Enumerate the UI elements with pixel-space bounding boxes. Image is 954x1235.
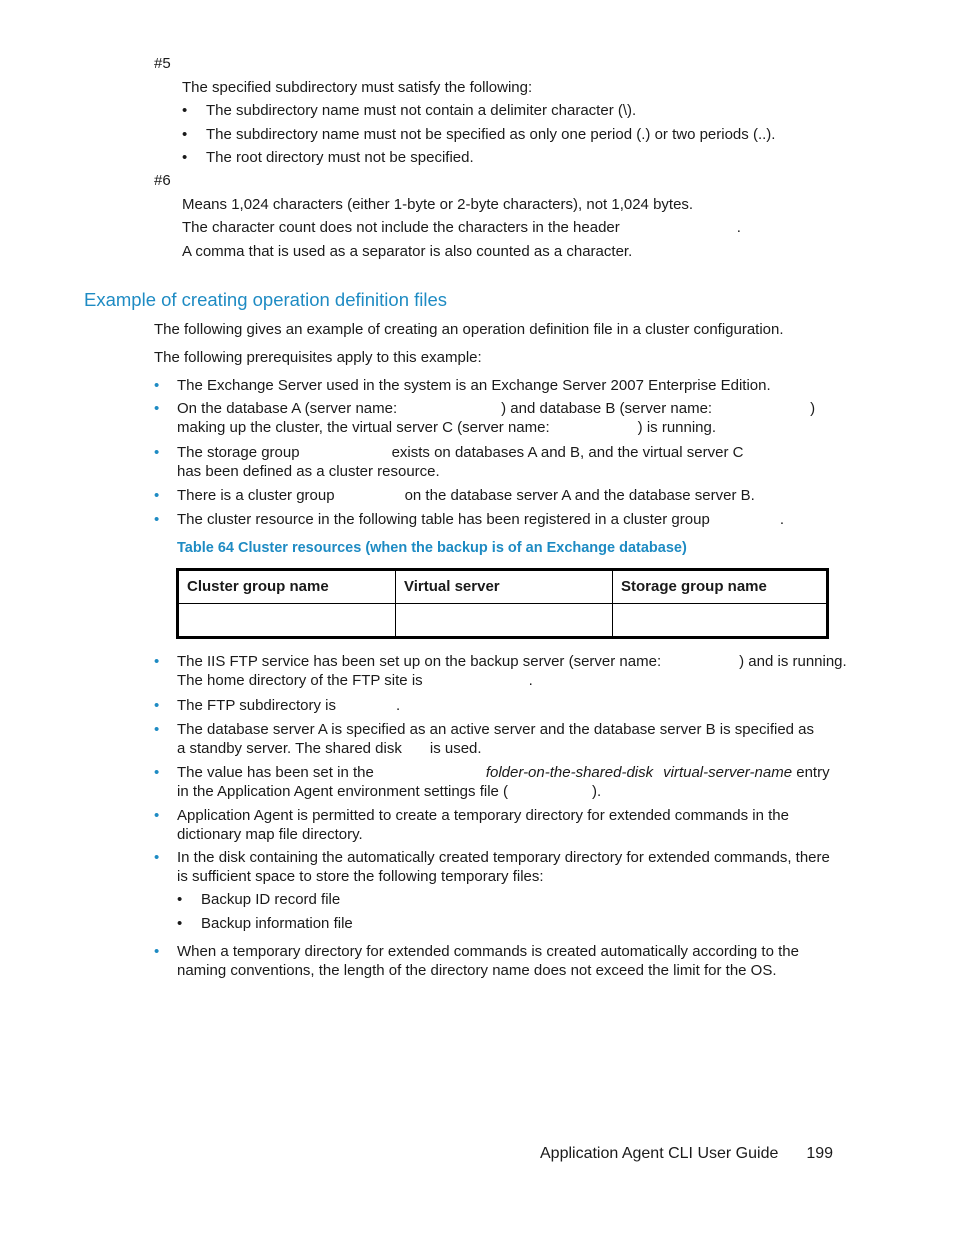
page-footer [540,1144,833,1163]
list-item: • The FTP subdirectory is . [154,697,401,714]
bullet-icon: • [177,891,183,908]
table-cell [178,604,396,638]
bullet-icon: • [154,849,160,866]
bullet-icon: • [177,915,183,932]
bullet-icon: • [182,149,188,166]
bullet-icon: • [154,377,160,394]
bullet-icon: • [154,807,160,824]
table-cell [613,604,828,638]
list-item: • The cluster resource in the following table has been registered in a cluster group . [154,511,784,528]
bullet-icon: • [154,653,160,670]
table-row [178,604,828,638]
bullet-icon: • [154,764,160,781]
table-header-row [178,570,828,604]
bullet-icon: • [154,721,160,738]
bullet-icon: • [154,511,160,528]
bullet-icon: • [154,697,160,714]
note-5-intro: The specified subdirectory must satisfy the following: [182,79,533,96]
note-label-5: #5 [154,55,171,72]
note-6-line: A comma that is used as a separator is also counted as a character. [182,243,633,260]
intro-paragraph: The following gives an example of creating an operation definition file in a cluster configuration. [154,321,784,338]
note-6-line: Means 1,024 characters (either 1-byte or 2-byte characters), not 1,024 bytes. [182,196,694,213]
table-caption: Table 64 Cluster resources (when the backup is of an Exchange database) [177,540,687,556]
page-number: 199 [806,1145,834,1162]
prerequisites-paragraph: The following prerequisites apply to this example: [154,349,482,366]
note-label-6: #6 [154,172,171,189]
note-5-item: • The subdirectory name must not be specified as only one period (.) or two periods (..). [182,126,776,143]
list-item: • The value has been set in the folder-on-the-shared-disk virtual-server-name entry in the Application Agent environment settings file ( ). [154,764,830,800]
list-item: • On the database A (server name: ) and database B (server name: ) making up the cluster, the virtual server C (server name: ) is running. [154,400,816,436]
bullet-icon: • [182,126,188,143]
sub-list-item: • Backup information file [177,915,353,932]
list-item: • Application Agent is permitted to create a temporary directory for extended commands in the dictionary map file directory. [154,807,789,843]
table-cell [396,604,613,638]
list-item: • The storage group exists on databases A and B, and the virtual server C has been defined as a cluster resource. [154,444,744,480]
cluster-resources-table [176,568,829,639]
bullet-icon: • [182,102,188,119]
list-item: • The database server A is specified as an active server and the database server B is specified as a standby server. The shared disk is used. [154,721,815,757]
column-header: Virtual server [396,570,613,604]
bullet-icon: • [154,943,160,960]
bullet-icon: • [154,444,160,461]
list-item: • In the disk containing the automatically created temporary directory for extended commands, there is sufficient space to store the following temporary files: [154,849,830,885]
list-item: • There is a cluster group on the database server A and the database server B. [154,487,755,504]
footer-title: Application Agent CLI User Guide [540,1145,779,1162]
section-heading: Example of creating operation definition files [84,289,448,310]
bullet-icon: • [154,487,160,504]
list-item: • The IIS FTP service has been set up on the backup server (server name: ) and is running. The home directory of the FTP site is . [154,653,847,689]
list-item: • When a temporary directory for extended commands is created automatically according to the naming conventions, the length of the directory name does not exceed the limit for the OS. [154,943,799,979]
note-5-item: • The subdirectory name must not contain a delimiter character (\). [182,102,637,119]
sub-list-item: • Backup ID record file [177,891,341,908]
column-header: Storage group name [613,570,828,604]
note-6-line: The character count does not include the characters in the header . [182,219,741,236]
list-item: • The Exchange Server used in the system is an Exchange Server 2007 Enterprise Edition. [154,377,771,394]
note-5-item: • The root directory must not be specified. [182,149,474,166]
bullet-icon: • [154,400,160,417]
column-header: Cluster group name [178,570,396,604]
